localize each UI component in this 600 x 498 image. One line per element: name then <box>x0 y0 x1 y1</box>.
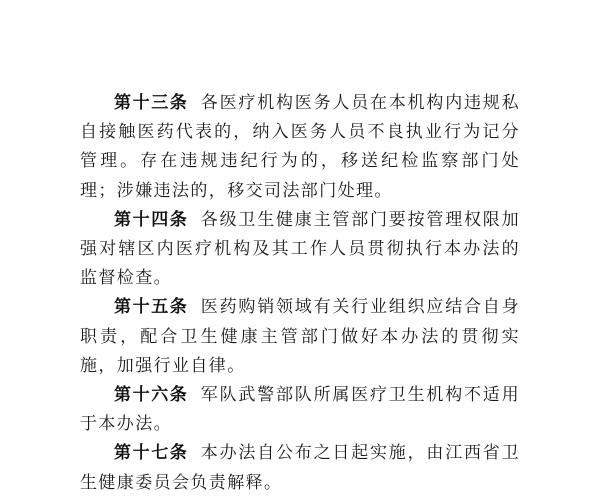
article-16 <box>80 381 520 439</box>
article-text: 各医疗机构医务人员在本机构内违规私自接触医药代表的，纳入医务人员不良执业行为记分管理。存在违规违纪行为的，移送纪检监察部门处理；涉嫌违法的，移交司法部门处理。 <box>80 93 520 201</box>
document-body <box>80 89 520 498</box>
article-text: 各级卫生健康主管部门要按管理权限加强对辖区内医疗机构及其工作人员贯彻执行本办法的监督检查。 <box>80 209 520 289</box>
article-14 <box>80 206 520 294</box>
article-text: 医药购销领域有关行业组织应结合自身职责，配合卫生健康主管部门做好本办法的贯彻实施，加强行业自律。 <box>80 297 520 376</box>
article-label: 第十七条 <box>114 443 189 464</box>
article-15 <box>80 293 520 381</box>
article-13 <box>80 89 520 206</box>
article-label: 第十三条 <box>114 93 189 113</box>
article-label: 第十五条 <box>114 297 189 318</box>
article-label: 第十四条 <box>114 209 189 230</box>
article-text: 本办法自公布之日起实施，由江西省卫生健康委员会负责解释。 <box>80 443 520 493</box>
article-label: 第十六条 <box>114 385 189 406</box>
article-text: 军队武警部队所属医疗卫生机构不适用于本办法。 <box>80 385 520 435</box>
article-17 <box>80 439 520 497</box>
